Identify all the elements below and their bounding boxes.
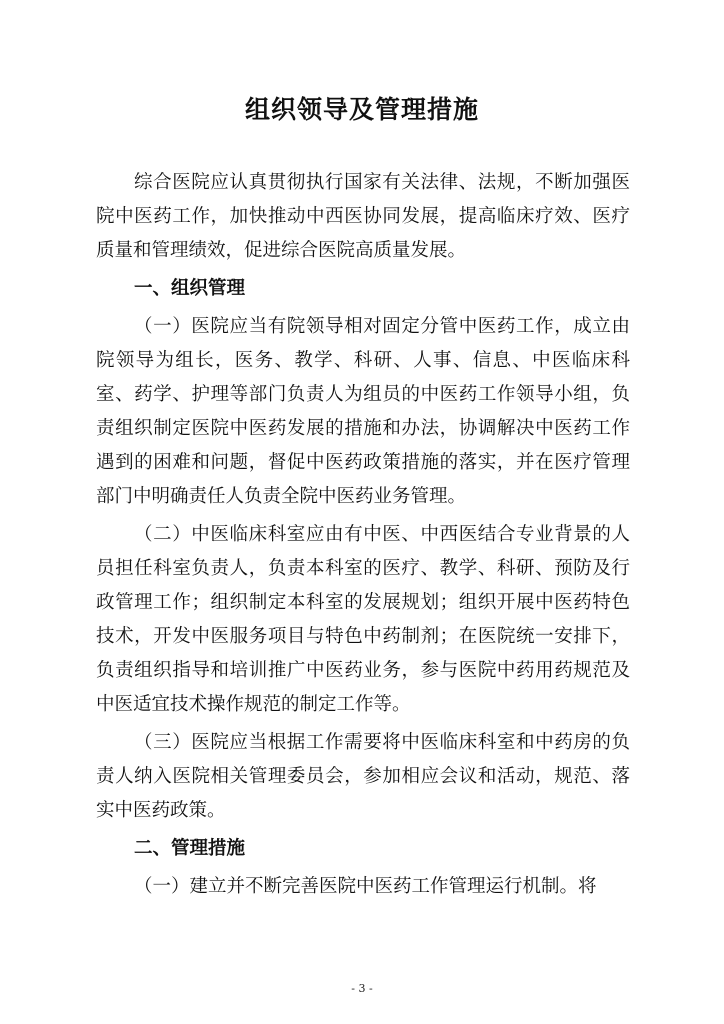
page-number: - 3 -: [351, 982, 373, 995]
section-heading-measures: 二、管理措施: [134, 838, 246, 859]
document-title: 组织领导及管理措施: [244, 95, 479, 124]
intro-paragraph: 综合医院应认真贯彻执行国家有关法律、法规，不断加强医院中医药工作，加快推动中西医协同发展，提高临床疗效、医疗质量和管理绩效，促进综合医院高质量发展。: [96, 172, 630, 261]
section1-paragraph-2: （二）中医临床科室应由有中医、中西医结合专业背景的人员担任科室负责人，负责本科室的医疗、教学、科研、预防及行政管理工作；组织制定本科室的发展规划；组织开展中医药特色技术，开发中医服务项目与特色中药制剂；在医院统一安排下，负责组织指导和培训推广中医药业务，参与医院中药用药规范及中医适宜技术操作规范的制定工作等。: [96, 524, 630, 715]
section1-paragraph-3: （三）医院应当根据工作需要将中医临床科室和中药房的负责人纳入医院相关管理委员会，参加相应会议和活动，规范、落实中医药政策。: [96, 732, 630, 821]
document-body: [96, 166, 630, 908]
section-heading-organization: 一、组织管理: [134, 278, 246, 299]
section2-paragraph-1: （一）建立并不断完善医院中医药工作管理运行机制。将: [134, 876, 597, 897]
section1-paragraph-1: （一）医院应当有院领导相对固定分管中医药工作，成立由院领导为组长，医务、教学、科研、人事、信息、中医临床科室、药学、护理等部门负责人为组员的中医药工作领导小组，负责组织制定医院中医药发展的措施和办法，协调解决中医药工作遇到的困难和问题，督促中医药政策措施的落实，并在医疗管理部门中明确责任人负责全院中医药业务管理。: [96, 316, 630, 507]
